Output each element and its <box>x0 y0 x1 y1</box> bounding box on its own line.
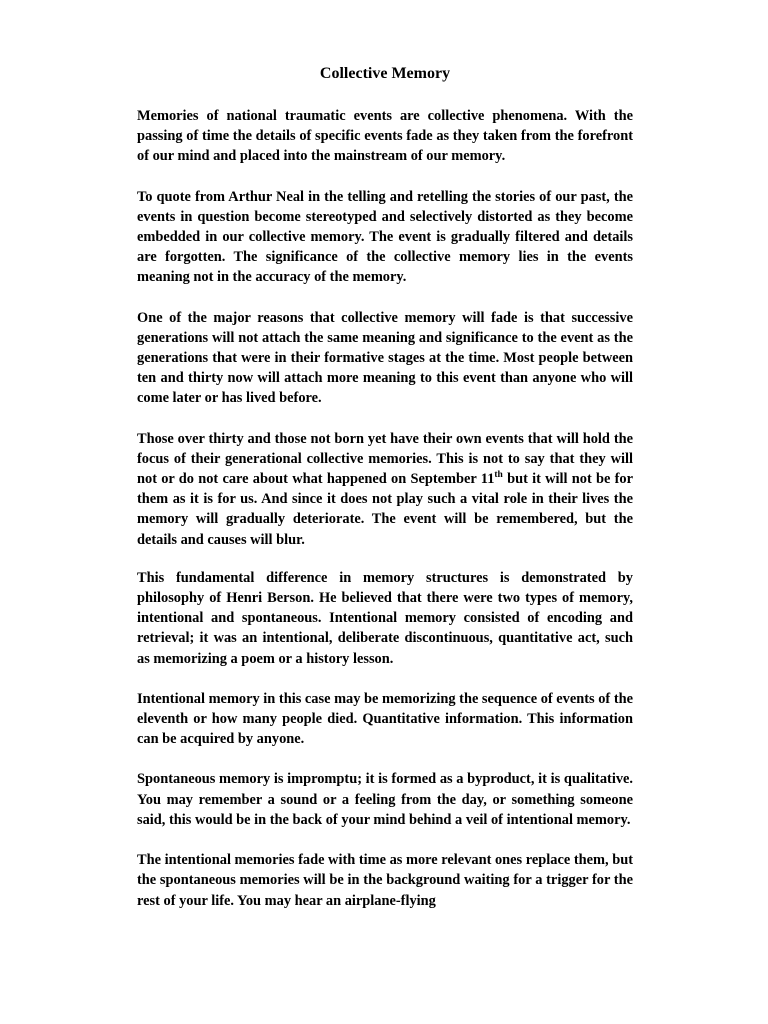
paragraph-7: Spontaneous memory is impromptu; it is formed as a byproduct, it is qualitative. You may remember a sound or a feeling from the day, or something someone said, this would be in the back of your mind behind a veil of intentional memory. <box>137 771 633 828</box>
document-title: Collective Memory <box>319 65 451 82</box>
paragraph-6: Intentional memory in this case may be memorizing the sequence of events of the eleventh or how many people died. Quantitative information. This information can be acquired by anyone. <box>137 690 634 748</box>
paragraph-3: One of the major reasons that collective memory will fade is that successive generations will not attach the same meaning and significance to the event as the generations that were in their formative stages at the time. Most people between ten and thirty now will attach more meaning to this event than anyone who will come later or has lived before. <box>137 309 633 407</box>
paragraph-1: Memories of national traumatic events are collective phenomena. With the passing of time the details of specific events fade as they taken from the forefront of our mind and placed into the mainstream of our memory. <box>137 108 633 165</box>
paragraph-4 <box>137 429 633 550</box>
paragraph-2: To quote from Arthur Neal in the telling and retelling the stories of our past, the events in question become stereotyped and selectively distorted as they become embedded in our collective memory. The event is gradually filtered and details are forgotten. The significance of the collective memory lies in the events meaning not in the accuracy of the memory. <box>137 188 633 286</box>
paragraph-8: The intentional memories fade with time as more relevant ones replace them, but the spontaneous memories will be in the background waiting for a trigger for the rest of your life. You may hear an airplane-flying <box>137 852 634 909</box>
paragraph-4-text-after: but it will not be for them as it is for us. And since it does not play such a vital role in their lives the memory will gradually deteriorate. The event will be remembered, but the details and causes will blur. <box>137 471 633 548</box>
paragraph-5: This fundamental difference in memory structures is demonstrated by philosophy of Henri Berson. He believed that there were two types of memory, intentional and spontaneous. Intentional memory consisted of encoding and retrieval; it was an intentional, deliberate discontinuous, quantitative act, such as memorizing a poem or a history lesson. <box>137 569 633 667</box>
document-page <box>137 62 633 931</box>
paragraph-4-superscript: th <box>494 470 503 481</box>
paragraph-4-text-before: Those over thirty and those not born yet have their own events that will hold the focus of their generational collective memories. This is not to say that they will not or do not care about what happened on September 11 <box>137 430 633 488</box>
